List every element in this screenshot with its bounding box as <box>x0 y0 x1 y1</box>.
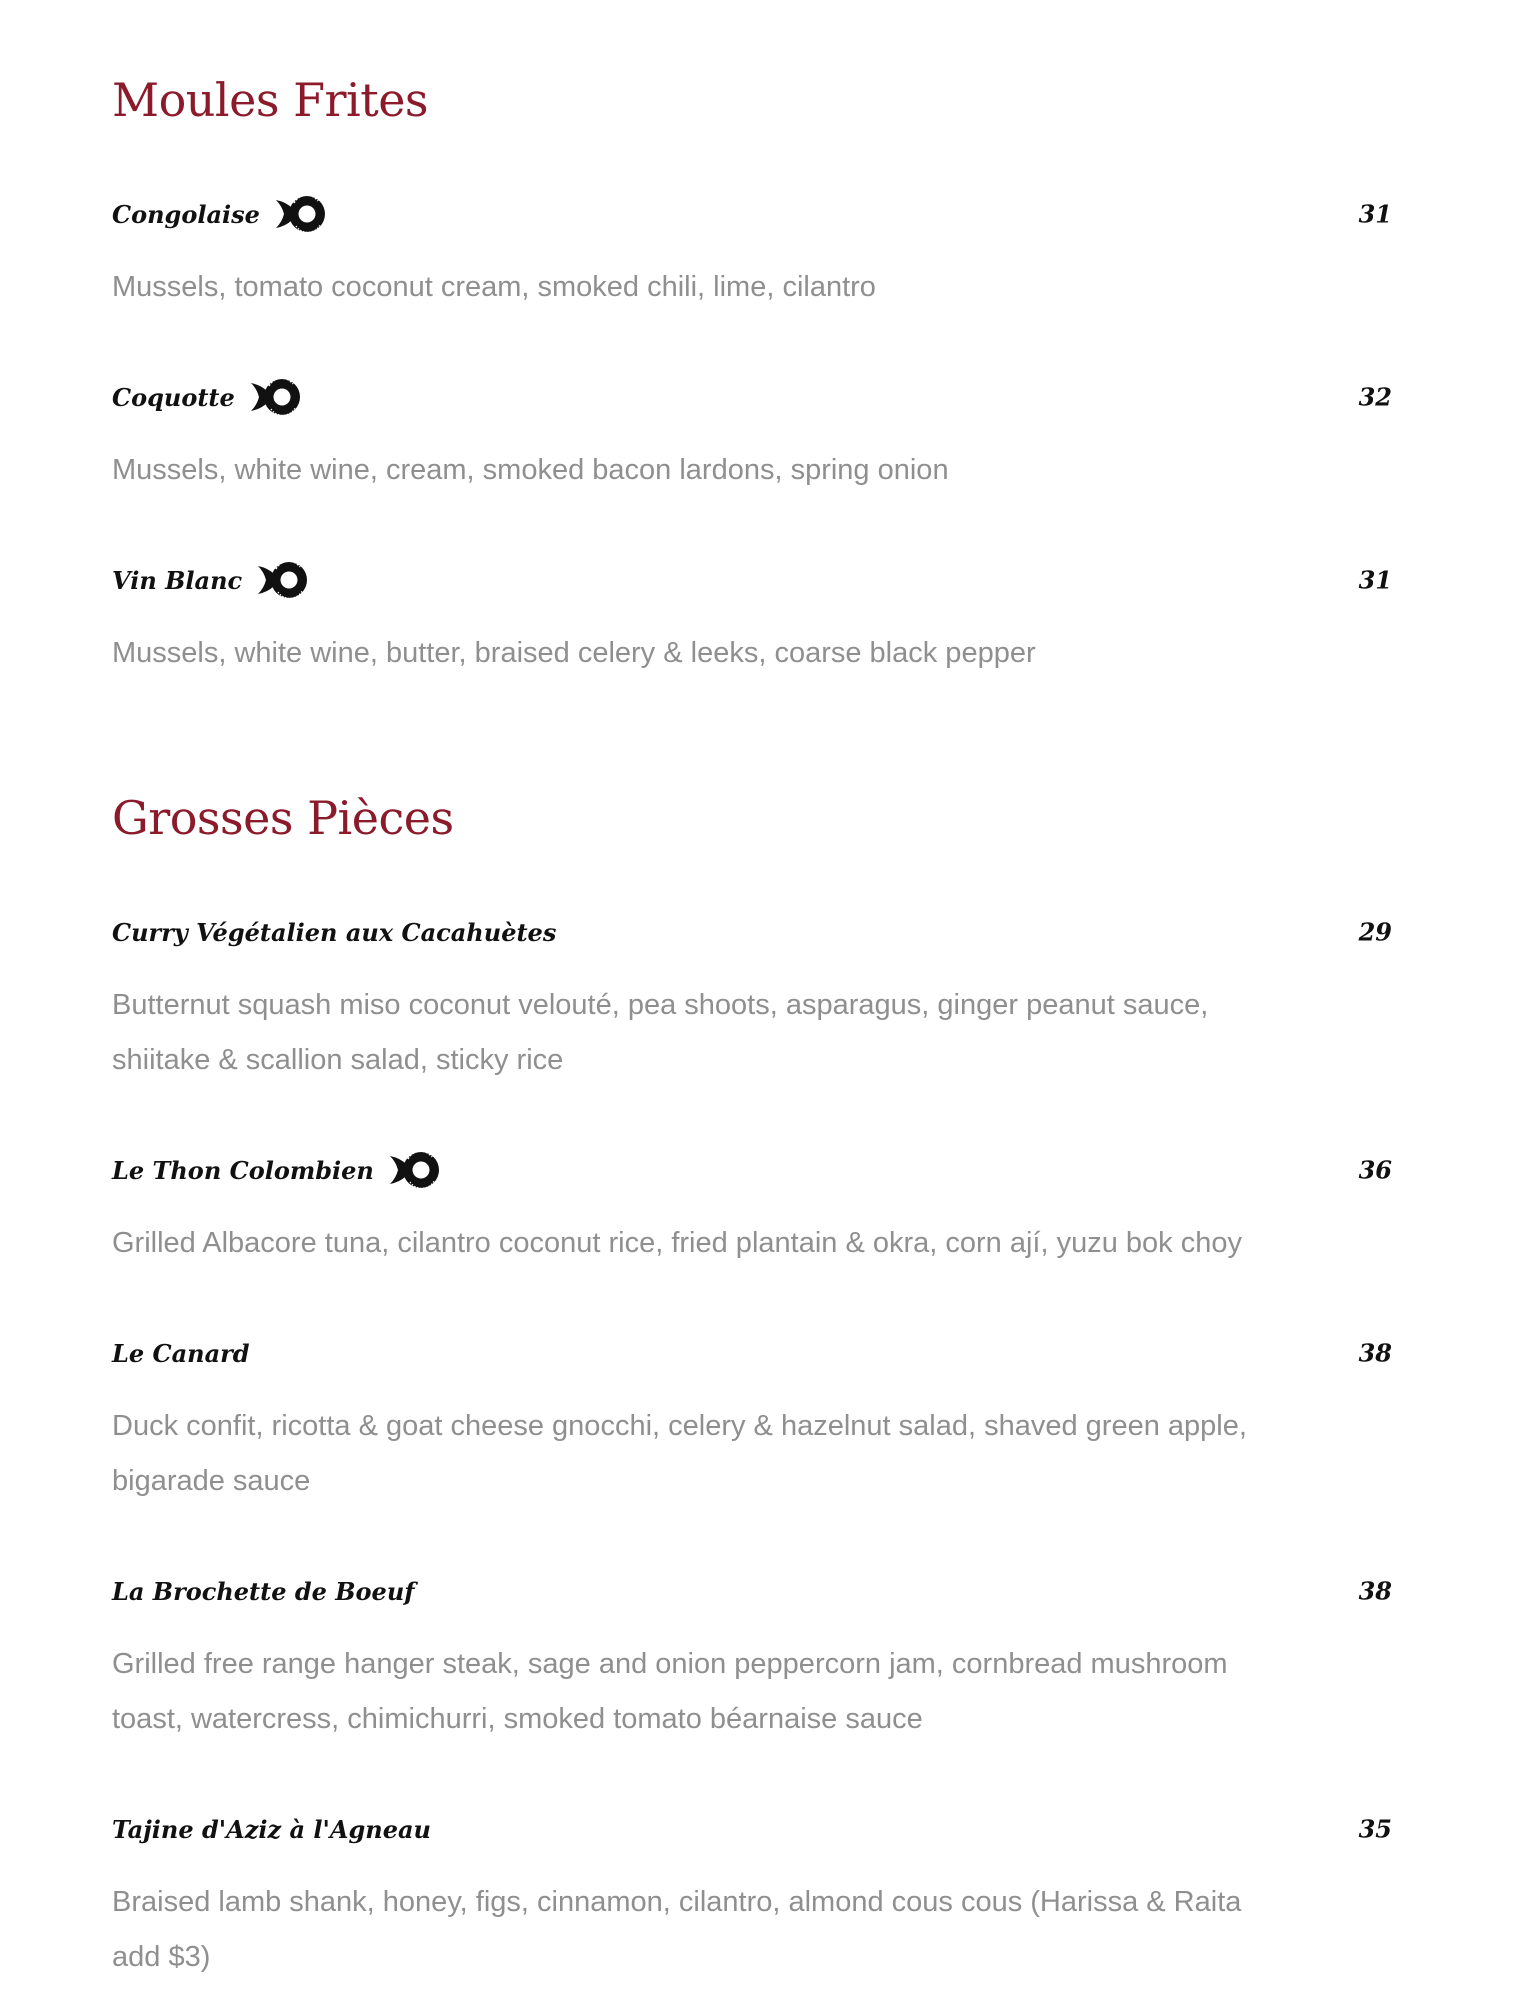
item-name: Tajine d'Aziz à l'Agneau <box>112 1814 431 1844</box>
item-price: 38 <box>1358 1338 1392 1368</box>
item-description: Duck confit, ricotta & goat cheese gnocchi, celery & hazelnut salad, shaved green apple, bigarade sauce <box>112 1410 1247 1497</box>
ocean-wise-icon <box>274 194 328 234</box>
item-description: Mussels, white wine, cream, smoked bacon lardons, spring onion <box>112 454 949 486</box>
menu-item-tajine-agneau <box>112 1809 1392 1985</box>
item-description: Butternut squash miso coconut velouté, pea shoots, asparagus, ginger peanut sauce, shiitake & scallion salad, sticky rice <box>112 989 1209 1076</box>
section-title: Grosses Pièces <box>112 791 454 845</box>
menu-item-la-brochette-de-boeuf <box>112 1571 1392 1747</box>
item-name: Coquotte <box>112 382 235 412</box>
ocean-wise-icon <box>256 560 310 600</box>
item-price: 36 <box>1358 1155 1392 1185</box>
item-name: Congolaise <box>112 199 260 229</box>
item-name: Vin Blanc <box>112 565 243 595</box>
item-name: Curry Végétalien aux Cacahuètes <box>112 917 557 947</box>
item-description: Braised lamb shank, honey, figs, cinnamon, cilantro, almond cous cous (Harissa & Raita add $3) <box>112 1886 1242 1973</box>
item-price: 31 <box>1358 565 1392 595</box>
item-price: 29 <box>1358 917 1392 947</box>
menu-item-congolaise <box>112 194 1392 315</box>
section-title: Moules Frites <box>112 73 429 127</box>
ocean-wise-icon <box>388 1150 442 1190</box>
item-name: La Brochette de Boeuf <box>112 1576 415 1606</box>
item-name: Le Thon Colombien <box>112 1155 374 1185</box>
menu-item-curry-vegetalien <box>112 912 1392 1088</box>
item-description: Grilled Albacore tuna, cilantro coconut rice, fried plantain & okra, corn ají, yuzu bok choy <box>112 1227 1242 1259</box>
item-name: Le Canard <box>112 1338 250 1368</box>
item-description: Mussels, white wine, butter, braised celery & leeks, coarse black pepper <box>112 637 1036 669</box>
item-price: 35 <box>1358 1814 1392 1844</box>
item-price: 31 <box>1358 199 1392 229</box>
menu-item-le-thon-colombien <box>112 1150 1392 1271</box>
menu-item-le-canard <box>112 1333 1392 1509</box>
section-moules-frites <box>112 72 1392 669</box>
item-description: Grilled free range hanger steak, sage and onion peppercorn jam, cornbread mushroom toast, watercress, chimichurri, smoked tomato béarnaise sauce <box>112 1648 1228 1735</box>
item-price: 38 <box>1358 1576 1392 1606</box>
section-grosses-pieces <box>112 790 1392 1973</box>
menu-item-coquotte <box>112 377 1392 498</box>
item-price: 32 <box>1358 382 1392 412</box>
menu-item-vin-blanc <box>112 560 1392 681</box>
ocean-wise-icon <box>249 377 303 417</box>
item-description: Mussels, tomato coconut cream, smoked chili, lime, cilantro <box>112 271 876 303</box>
